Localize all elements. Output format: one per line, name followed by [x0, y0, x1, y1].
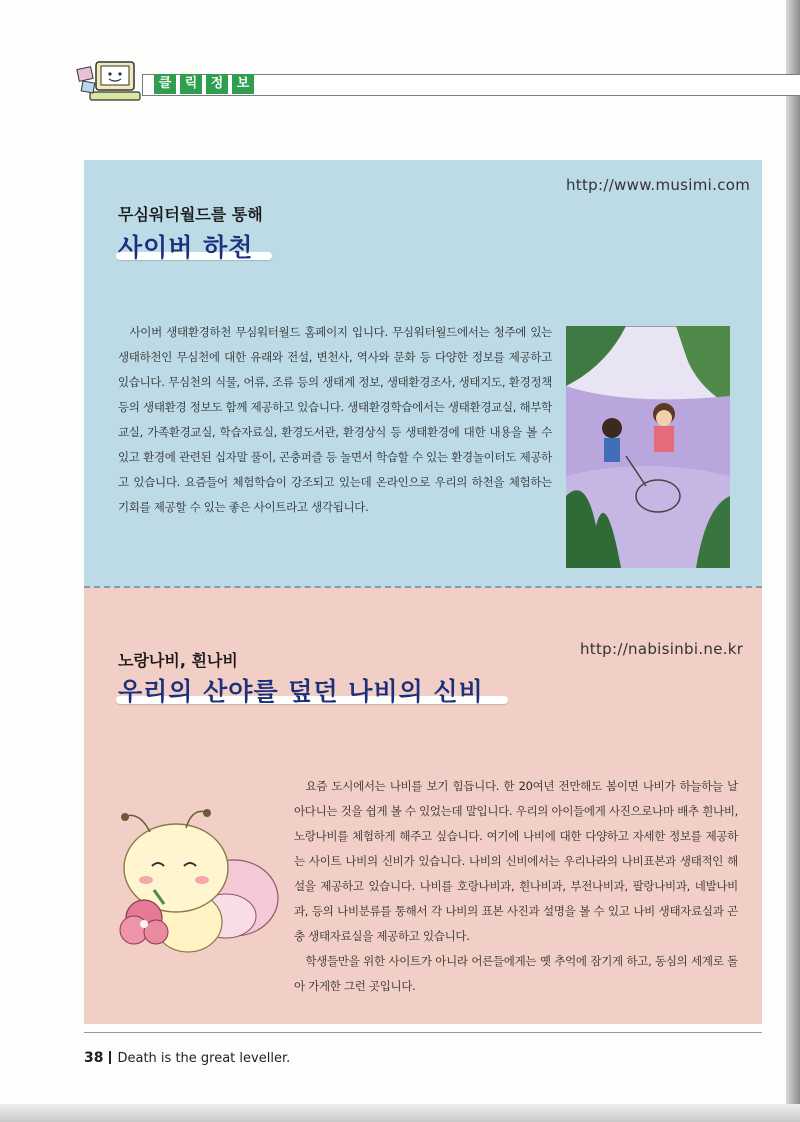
footer-rule	[84, 1032, 762, 1033]
page-bottom-shadow	[0, 1104, 800, 1122]
section-title: 사이버 하천	[118, 233, 254, 262]
computer-mascot-icon	[76, 60, 146, 104]
header-tile: 보	[232, 74, 254, 94]
footer-separator	[109, 1051, 111, 1064]
header-tile: 정	[206, 74, 228, 94]
page-footer	[84, 1050, 290, 1066]
footer-quote: Death is the great leveller.	[117, 1051, 291, 1066]
site-url-link[interactable]: http://www.musimi.com	[566, 176, 751, 194]
section-title: 우리의 산야를 덮던 나비의 신비	[118, 677, 484, 706]
site-url-link[interactable]: http://nabisinbi.ne.kr	[580, 640, 744, 658]
section-header	[76, 60, 766, 104]
page-number: 38	[84, 1050, 104, 1066]
header-tile: 릭	[180, 74, 202, 94]
section-kicker: 노랑나비, 흰나비	[118, 651, 238, 670]
section-body	[294, 774, 738, 999]
page-edge	[786, 0, 800, 1122]
header-tile: 클	[154, 74, 176, 94]
body-paragraph: 학생들만을 위한 사이트가 아니라 어른들에게는 옛 추억에 잠기게 하고, 동심의 세계로 돌아 가게한 그런 곳입니다.	[294, 954, 738, 993]
butterfly-mascot-illustration	[106, 806, 282, 956]
header-tiles	[154, 74, 254, 94]
children-at-stream-illustration	[566, 326, 730, 568]
section-kicker: 무심워터월드를 통해	[118, 205, 263, 224]
section-body: 사이버 생태환경하천 무심워터월드 홈페이지 입니다. 무심워터월드에서는 청주에 있는 생태하천인 무심천에 대한 유래와 전설, 변천사, 역사와 문화 등 다양한 정보를 제공하고 있습니다. 무심천의 식물, 어류, 조류 등의 생태계 정보, 생태환경조사, 생태지도, 환경정책 등의 생태환경 정보도 함께 제공하고 있습니다. 생태환경학습에서는 생태환경교실, 해부학교실, 가족환경교실, 학습자료실, 환경도서관, 환경상식 등 생태환경에 대한 내용을 볼 수 있고 환경에 관련된 십자말 풀이, 곤충퍼즐 등 놀면서 학습할 수 있는 환경놀이터도 제공하고 있습니다. 요즘들어 체험학습이 강조되고 있는데 온라인으로 우리의 하천을 체험하는 기회를 제공할 수 있는 좋은 사이트라고 생각됩니다.	[118, 325, 552, 514]
body-paragraph: 요즘 도시에서는 나비를 보기 힘듭니다. 한 20여년 전만해도 봄이면 나비가 하늘하늘 날아다니는 것을 쉽게 볼 수 있었는데 말입니다. 우리의 아이들에게 사진으로나마 배추 흰나비, 노랑나비를 체험하게 해주고 싶습니다. 여기에 나비에 대한 다양하고 자세한 정보를 제공하는 사이트 나비의 신비가 있습니다. 나비의 신비에서는 우리나라의 나비표본과 생태적인 해설을 제공하고 있습니다. 나비를 호랑나비과, 흰나비과, 부전나비과, 팔랑나비과, 네발나비과, 등의 나비분류를 통해서 각 나비의 표본 사진과 설명을 볼 수 있고 나비 생태자료실과 곤충 생태자료실을 제공하고 있습니다.	[294, 779, 738, 943]
